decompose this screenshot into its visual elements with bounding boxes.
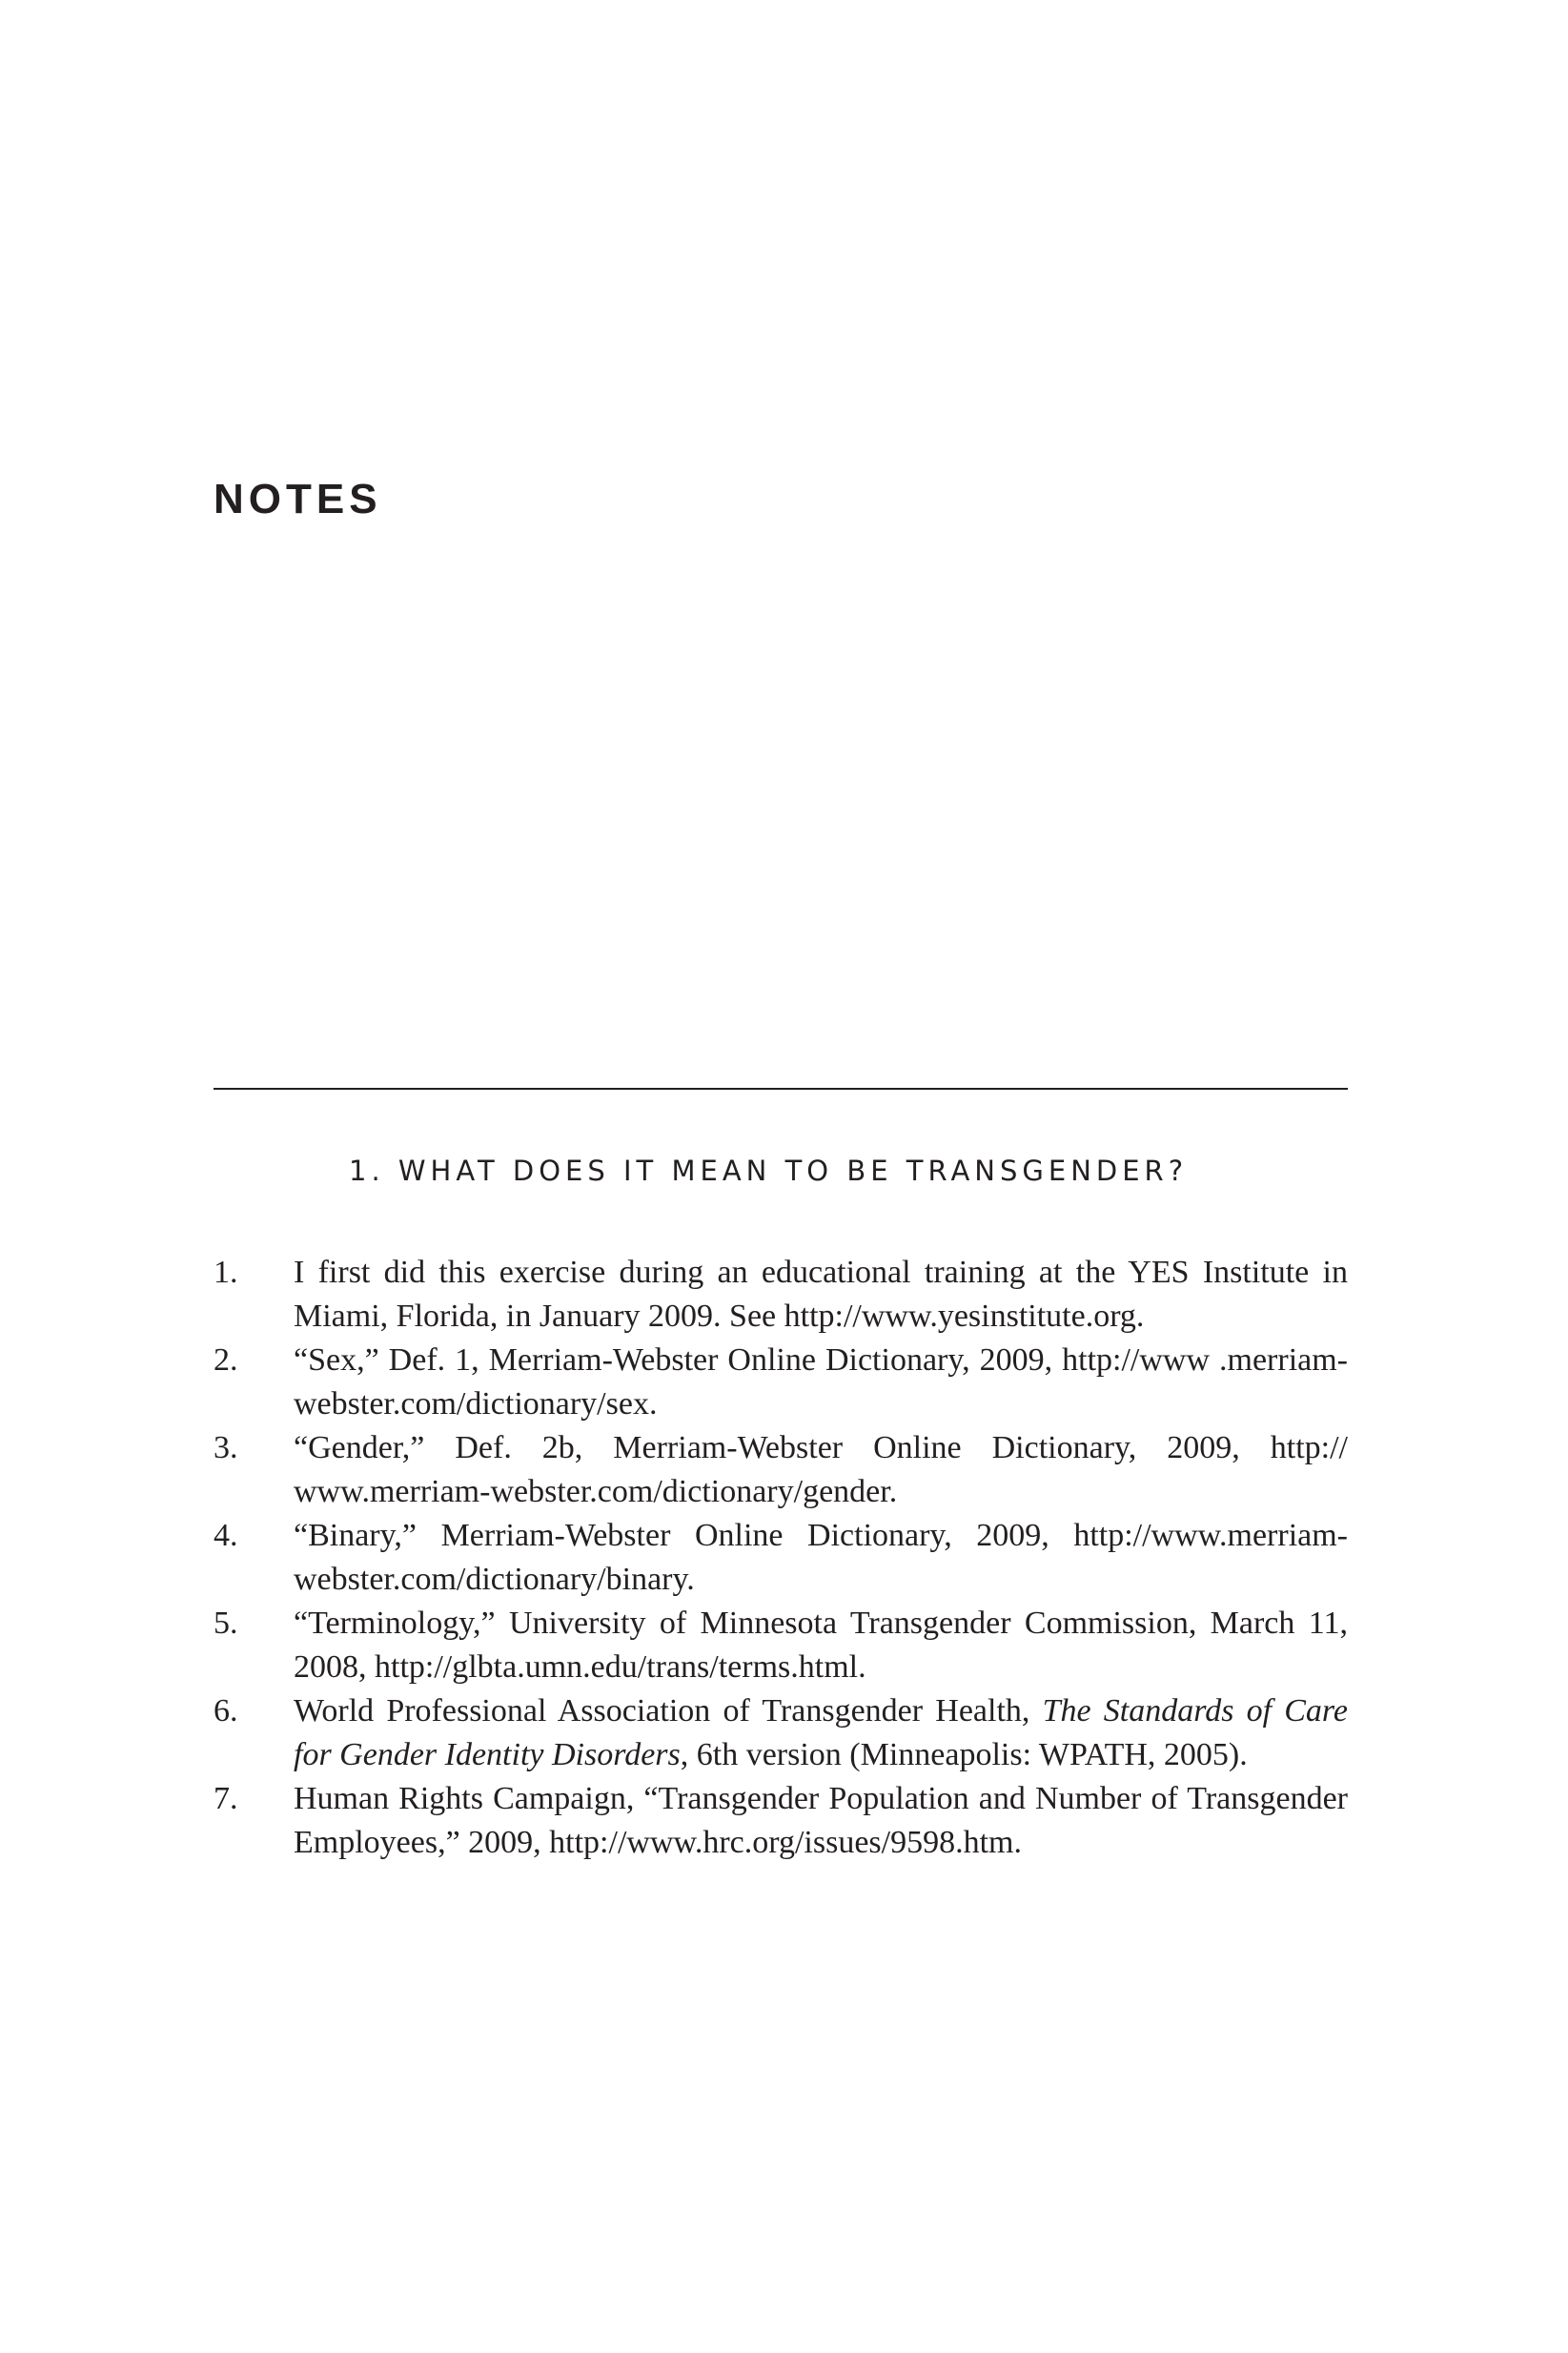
note-number: 4. [214,1518,238,1553]
note-text-before: World Professional Association of Transgender Health, [294,1693,1043,1729]
note-number: 7. [214,1781,238,1816]
note-text [294,1693,1348,1772]
note-item [214,1251,1348,1339]
note-item [214,1426,1348,1514]
note-text: I first did this exercise during an educational training at the YES Institute in Miami, Florida, in January 2009. See http://www.yesinstitute.org. [294,1255,1348,1334]
note-item [214,1777,1348,1865]
note-text: “Gender,” Def. 2b, Merriam-Webster Online Dictionary, 2009, http:// www.merriam-webster.com/dictionary/gender. [294,1430,1348,1509]
note-item [214,1514,1348,1602]
note-number: 5. [214,1606,238,1641]
note-number: 2. [214,1342,238,1378]
note-number: 1. [214,1255,238,1290]
note-text: Human Rights Campaign, “Transgender Population and Number of Transgender Employees,” 2009, http://www.hrc.org/issues/9598.htm. [294,1781,1348,1860]
note-text: “Binary,” Merriam-Webster Online Dictionary, 2009, http://www.merriam-webster.com/dictionary/binary. [294,1518,1348,1597]
chapter-heading: 1. WHAT DOES IT MEAN TO BE TRANSGENDER? [349,1155,1189,1187]
book-title: The Standards of Care for Gender Identity Disorders [294,1693,1348,1772]
note-text-after: , 6th version (Minneapolis: WPATH, 2005). [680,1737,1248,1772]
page-title: NOTES [214,476,382,522]
note-item [214,1602,1348,1689]
section-divider [214,1088,1348,1090]
note-number: 3. [214,1430,238,1465]
note-text: “Terminology,” University of Minnesota Transgender Commission, March 11, 2008, http://glbta.umn.edu/trans/terms.html. [294,1606,1348,1685]
notes-list [214,1251,1348,1865]
note-number: 6. [214,1693,238,1729]
note-item [214,1339,1348,1426]
note-item [214,1689,1348,1777]
note-text: “Sex,” Def. 1, Merriam-Webster Online Dictionary, 2009, http://www .merriam-webster.com/dictionary/sex. [294,1342,1348,1422]
